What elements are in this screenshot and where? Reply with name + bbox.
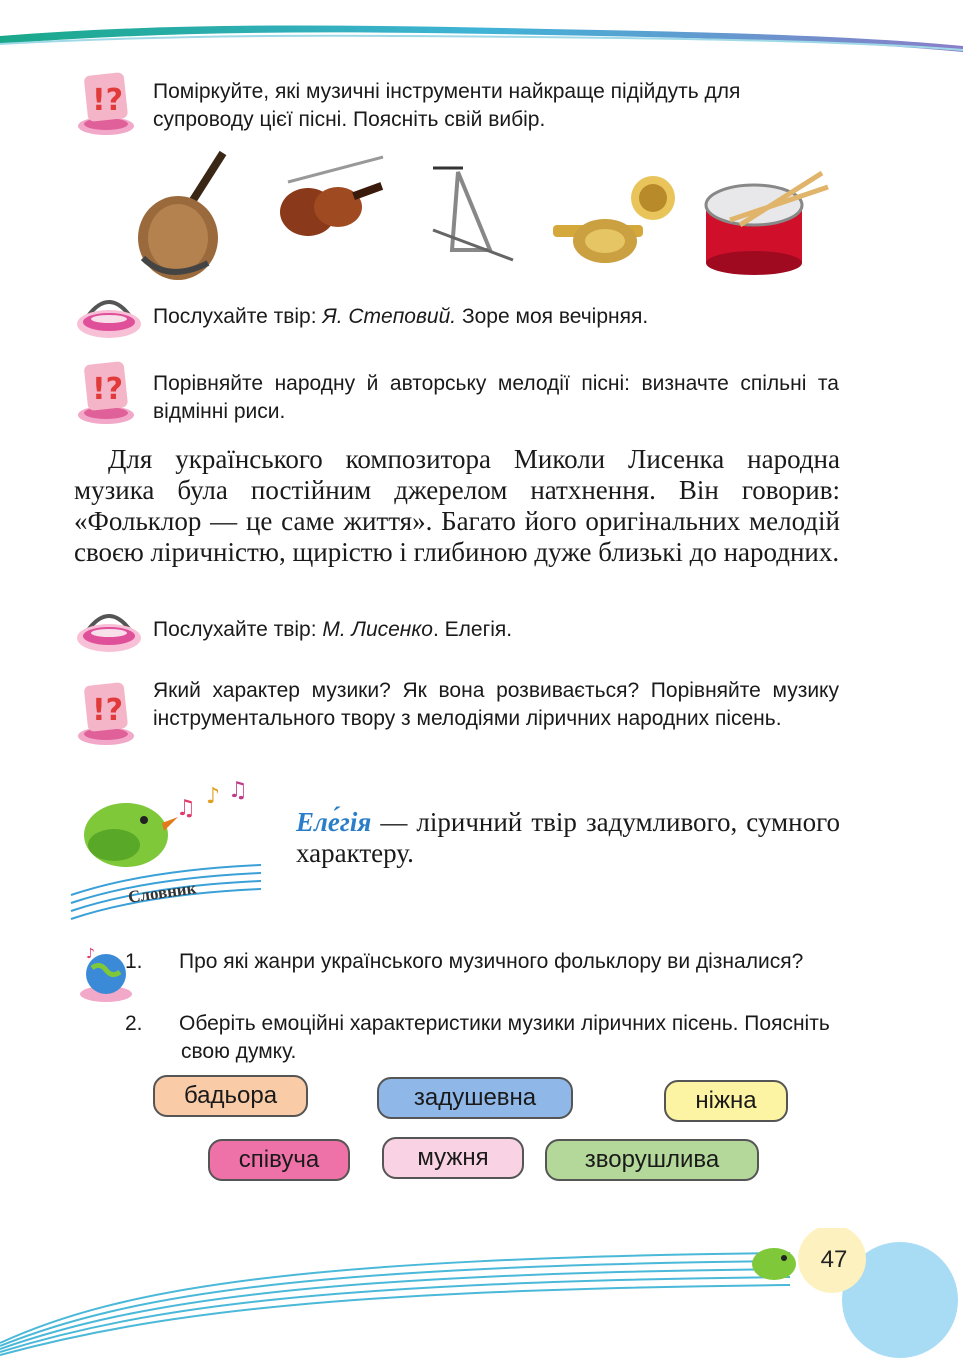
dictionary-label: Словник	[126, 878, 198, 907]
listen-prefix: Послухайте твір:	[153, 305, 323, 328]
question-icon	[74, 68, 138, 138]
svg-text:♪: ♪	[86, 946, 95, 962]
svg-text:!?: !?	[92, 372, 124, 407]
drum-icon	[700, 165, 830, 275]
trumpet-icon	[543, 163, 676, 273]
listen-title: Зоре моя вечірняя.	[456, 305, 649, 328]
listen-title: . Елегія.	[432, 618, 513, 641]
svg-text:♫: ♫	[176, 796, 196, 821]
task-text: Який характер музики? Як вона розвивається? Порівняйте музику інструментального твору з мелодіями ліричних народних пісень.	[153, 679, 839, 730]
triangle-icon	[428, 160, 518, 265]
headphones-icon	[74, 290, 144, 342]
page-number: 47	[820, 1246, 848, 1273]
listen-prefix: Послухайте твір:	[153, 618, 323, 641]
task-text: Поміркуйте, які музичні інструменти найкраще підійдуть для супроводу цієї пісні. Поясніть свій вибір.	[153, 80, 741, 131]
question-item	[125, 948, 839, 976]
question-text: Оберіть емоційні характеристики музики ліричних пісень. Поясніть свою думку.	[179, 1012, 830, 1063]
question-item	[125, 1010, 839, 1066]
listen-author: М. Лисенко	[322, 618, 433, 641]
definition-text: — ліричний твір задумливого, сумного характеру.	[296, 807, 840, 868]
svg-text:!?: !?	[92, 693, 124, 728]
question-icon	[74, 357, 138, 427]
tag-badora: бадьора	[153, 1075, 308, 1117]
tag-spivucha: співуча	[208, 1139, 350, 1181]
tag-muzhnia: мужня	[382, 1137, 524, 1179]
question-text: Про які жанри українського музичного фольклору ви дізналися?	[179, 950, 804, 973]
listen-author: Я. Степовий.	[322, 305, 457, 328]
listen-line	[153, 616, 843, 644]
tag-zvorushlyva: зворушлива	[545, 1139, 759, 1181]
question-number: 2.	[125, 1012, 143, 1035]
svg-text:♪: ♪	[206, 784, 221, 809]
question-number: 1.	[125, 950, 143, 973]
svg-text:!?: !?	[92, 83, 124, 118]
task-text: Порівняйте народну й авторську мелодії пісні: визначте спільні та відмінні риси.	[153, 372, 839, 423]
headphones-icon	[74, 604, 144, 656]
violin-icon	[268, 152, 390, 252]
dictionary-definition	[296, 807, 840, 869]
tag-nizhna: ніжна	[664, 1080, 788, 1122]
listen-line	[153, 303, 843, 331]
dictionary-illustration	[66, 775, 266, 920]
tag-zadushevna: задушевна	[377, 1077, 573, 1119]
dictionary-term: Еле́гія	[296, 807, 372, 837]
top-wave-decoration	[0, 0, 963, 60]
svg-text:♫: ♫	[228, 778, 248, 803]
body-paragraph: Для українського композитора Миколи Лисенка народна музика була постійним джерелом натхнення. Він говорив: «Фольклор — це саме життя». Багато його оригінальних мелодій своєю ліричністю, щирістю і глибиною дуже близькі до народних.	[74, 444, 840, 567]
question-icon	[74, 678, 138, 748]
bandura-icon	[128, 148, 238, 283]
